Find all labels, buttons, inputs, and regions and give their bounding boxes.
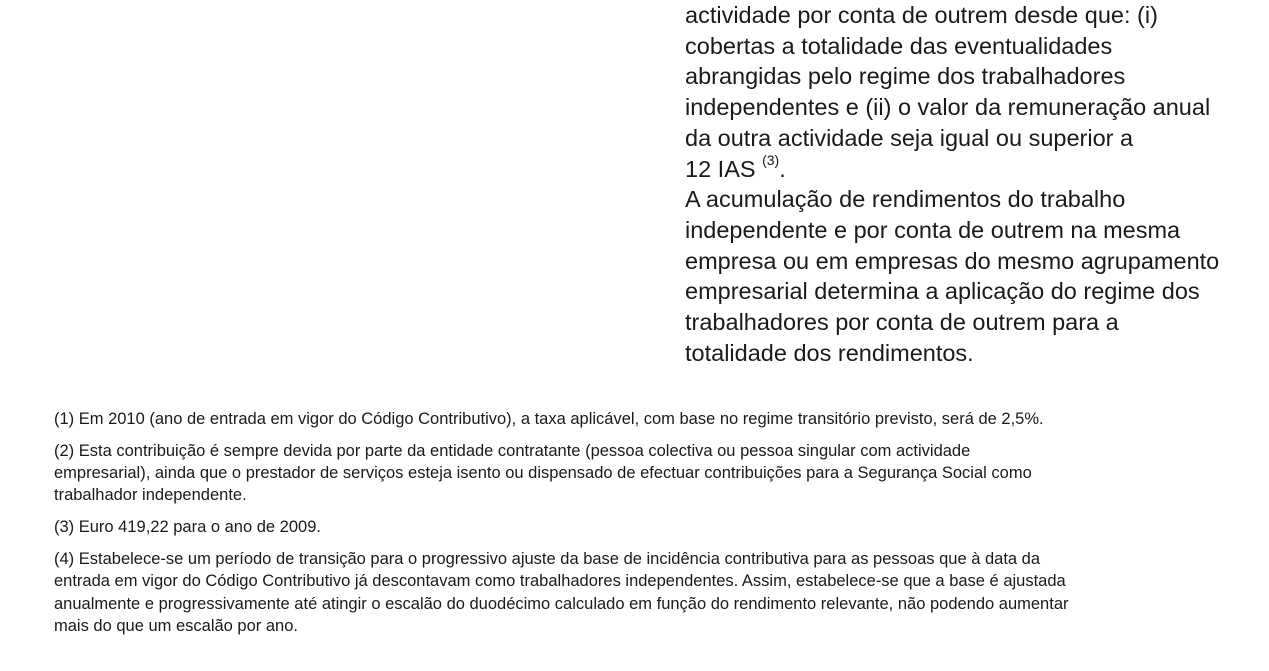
footnotes-section: [54, 408, 1269, 647]
footnote-3: [54, 516, 1269, 538]
footnote-2: [54, 440, 1269, 507]
footnote-1: [54, 408, 1269, 430]
footnote-4: [54, 548, 1269, 637]
footnote-line: (2) Esta contribuição é sempre devida por parte da entidade contratante (pessoa colectiva ou pessoa singular com actividade: [54, 441, 971, 460]
footnote-line: empresarial), ainda que o prestador de serviços esteja isento ou dispensado de efectuar contribuições para a Segurança Social como: [54, 464, 1032, 483]
footnote-line: (4) Estabelece-se um período de transição para o progressivo ajuste da base de incidência contributiva para as pessoas que à data da: [54, 549, 1041, 568]
paragraph-contribution-conditions: [685, 0, 1269, 184]
sentence-end: .: [779, 155, 786, 182]
footnote-line: mais do que um escalão por ano.: [54, 616, 298, 635]
main-text-column: [685, 0, 1269, 368]
text-line: A acumulação de rendimentos do trabalho: [685, 186, 1126, 213]
ias-amount-text: 12 IAS: [685, 155, 763, 182]
paragraph-income-accumulation: [685, 184, 1269, 368]
text-line: independente e por conta de outrem na mesma: [685, 216, 1181, 243]
text-line: abrangidas pelo regime dos trabalhadores: [685, 63, 1126, 90]
footnote-line: anualmente e progressivamente até atingir o escalão do duodécimo calculado em função do rendimento relevante, não podendo aumentar: [54, 594, 1069, 613]
text-line: independentes e (ii) o valor da remuneração anual: [685, 94, 1211, 121]
footnote-line: trabalhador independente.: [54, 486, 247, 505]
text-line: empresa ou em empresas do mesmo agrupamento: [685, 247, 1220, 274]
footnote-line: entrada em vigor do Código Contributivo já descontavam como trabalhadores independentes. Assim, estabelece-se que a base é ajustada: [54, 572, 1066, 591]
text-line: da outra actividade seja igual ou superior a: [685, 124, 1134, 151]
text-line: cobertas a totalidade das eventualidades: [685, 32, 1113, 59]
footnote-reference-3: (3): [762, 151, 780, 168]
footnote-line: (3) Euro 419,22 para o ano de 2009.: [54, 518, 321, 537]
text-line: empresarial determina a aplicação do regime dos: [685, 278, 1200, 305]
footnote-line: (1) Em 2010 (ano de entrada em vigor do Código Contributivo), a taxa aplicável, com base no regime transitório previsto, será de 2,5%.: [54, 410, 1044, 428]
text-line: totalidade dos rendimentos.: [685, 339, 974, 366]
text-line-with-reference: [685, 151, 1269, 185]
text-line: actividade por conta de outrem desde que: (i): [685, 2, 1158, 28]
text-line: trabalhadores por conta de outrem para a: [685, 309, 1119, 336]
